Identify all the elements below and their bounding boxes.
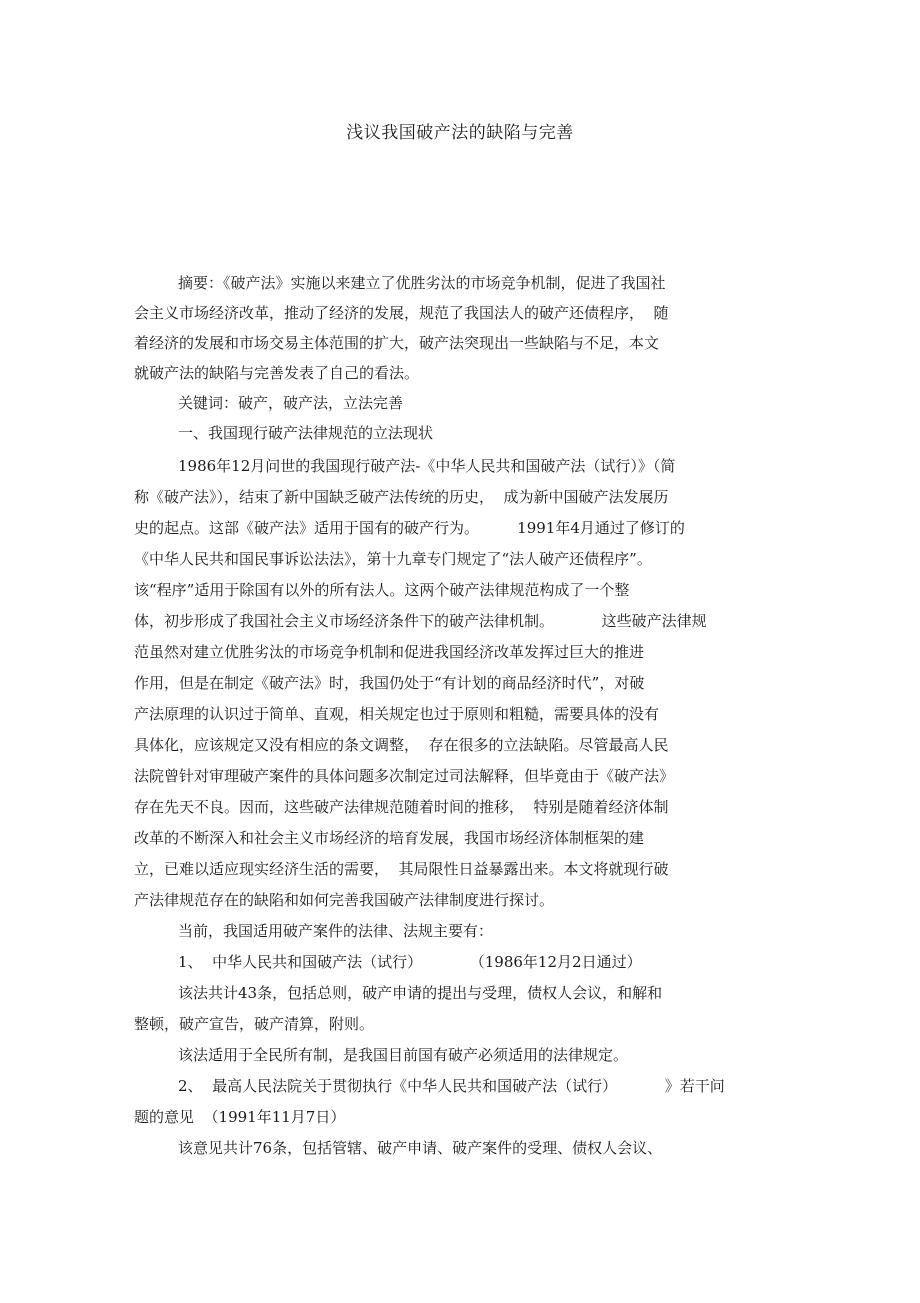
paragraph-line: 该法共计43条，包括总则，破产申请的提出与受理，债权人会议，和解和 bbox=[178, 984, 663, 1002]
paragraph-line: 法院曾针对审理破产案件的具体问题多次制定过司法解释，但毕竟由于《破产法》 bbox=[134, 767, 675, 785]
keywords-line: 关键词：破产，破产法，立法完善 bbox=[178, 394, 404, 412]
paragraph-line: 范虽然对建立优胜劣汰的市场竞争机制和促进我国经济改革发挥过巨大的推进 bbox=[134, 643, 645, 661]
paragraph-line: 《中华人民共和国民事诉讼法法》，第十九章专门规定了“法人破产还债程序”。 bbox=[134, 550, 652, 568]
paragraph-line: 会主义市场经济改革，推动了经济的发展，规范了我国法人的破产还债程序， 随 bbox=[134, 304, 669, 322]
paragraph-line: 该法适用于全民所有制，是我国目前国有破产必须适用的法律规定。 bbox=[178, 1046, 629, 1064]
paragraph-line: 当前，我国适用破产案件的法律、法规主要有： bbox=[178, 922, 494, 940]
paragraph-line: 作用，但是在制定《破产法》时，我国仍处于“有计划的商品经济时代”，对破 bbox=[134, 674, 645, 692]
paragraph-line: 产法原理的认识过于简单、直观，相关规定也过于原则和粗糙，需要具体的没有 bbox=[134, 705, 660, 723]
paragraph-line: 改革的不断深入和社会主义市场经济的培育发展，我国市场经济体制框架的建 bbox=[134, 829, 645, 847]
paragraph-line: 体，初步形成了我国社会主义市场经济条件下的破产法律机制。 这些破产法律规 bbox=[134, 612, 707, 630]
paragraph-line: 着经济的发展和市场交易主体范围的扩大，破产法突现出一些缺陷与不足，本文 bbox=[134, 334, 660, 352]
paragraph-line: 具体化，应该规定又没有相应的条文调整， 存在很多的立法缺陷。尽管最高人民 bbox=[134, 736, 669, 754]
paragraph-line: 题的意见 （1991年11月7日） bbox=[134, 1108, 346, 1126]
paragraph-line: 整顿，破产宣告，破产清算，附则。 bbox=[134, 1015, 375, 1033]
paragraph-line: 1986年12月问世的我国现行破产法-《中华人民共和国破产法（试行）》（简 bbox=[178, 457, 676, 475]
paragraph-line: 存在先天不良。因而，这些破产法律规范随着时间的推移， 特别是随着经济体制 bbox=[134, 798, 669, 816]
paragraph-line: 称《破产法》），结束了新中国缺乏破产法传统的历史， 成为新中国破产法发展历 bbox=[134, 488, 669, 506]
paragraph-line: 就破产法的缺陷与完善发表了自己的看法。 bbox=[134, 364, 420, 382]
document-title: 浅议我国破产法的缺陷与完善 bbox=[346, 123, 574, 143]
paragraph-line: 产法律规范存在的缺陷和如何完善我国破产法律制度进行探讨。 bbox=[134, 891, 555, 909]
list-item-heading: 2、 最高人民法院关于贯彻执行《中华人民共和国破产法（试行） 》若干问 bbox=[178, 1077, 725, 1095]
paragraph-line: 史的起点。这部《破产法》适用于国有的破产行为。 1991年4月通过了修订的 bbox=[134, 519, 685, 537]
list-item-heading: 1、 中华人民共和国破产法（试行） （1986年12月2日通过） bbox=[178, 953, 642, 971]
section-heading: 一、我国现行破产法律规范的立法现状 bbox=[178, 424, 434, 442]
paragraph-line: 摘要：《破产法》实施以来建立了优胜劣汰的市场竞争机制，促进了我国社 bbox=[178, 274, 666, 292]
paragraph-line: 立，已难以适应现实经济生活的需要， 其局限性日益暴露出来。本文将就现行破 bbox=[134, 860, 669, 878]
paragraph-line: 该“程序”适用于除国有以外的所有法人。这两个破产法律规范构成了一个整 bbox=[134, 581, 630, 599]
paragraph-line: 该意见共计76条，包括管辖、破产申请、破产案件的受理、债权人会议、 bbox=[178, 1139, 663, 1157]
